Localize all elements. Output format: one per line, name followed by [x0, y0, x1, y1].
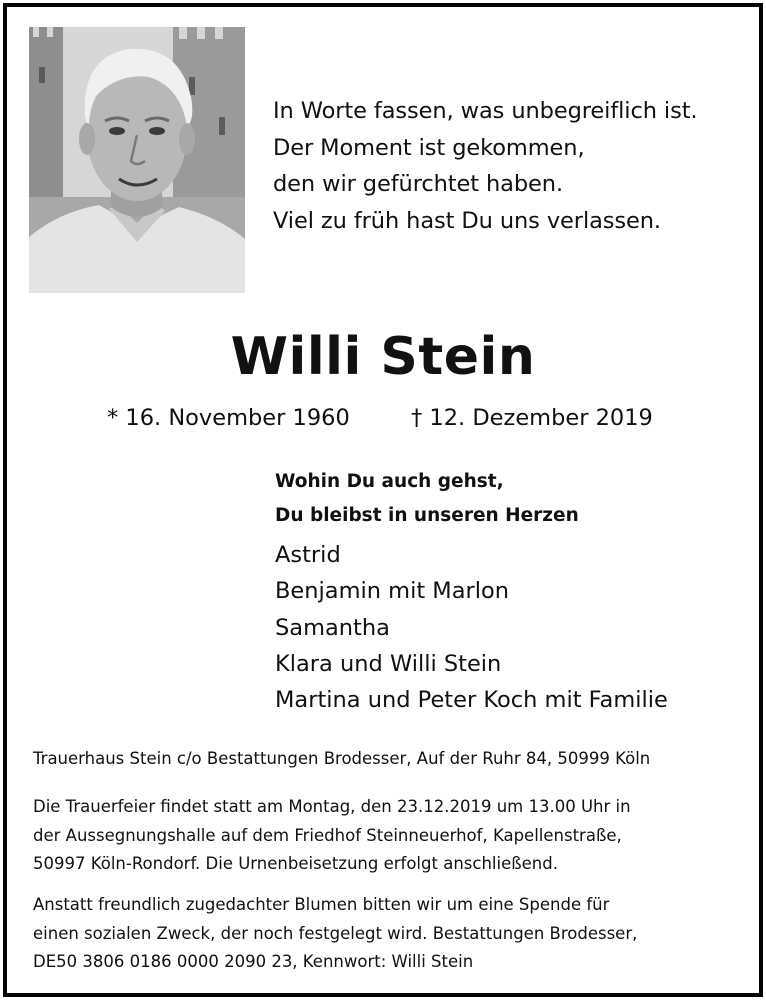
- mourner-name: Klara und Willi Stein: [275, 650, 502, 677]
- mourner-name: Astrid: [275, 542, 341, 568]
- deceased-name: Willi Stein: [230, 327, 536, 387]
- donation-line: Anstatt freundlich zugedachter Blumen bitten wir um eine Spende für: [33, 895, 610, 914]
- poem-line: Viel zu früh hast Du uns verlassen.: [273, 207, 661, 234]
- poem-line: Der Moment ist gekommen,: [273, 134, 585, 161]
- donation-line: DE50 3806 0186 0000 2090 23, Kennwort: Willi Stein: [33, 952, 474, 971]
- portrait-photo: [29, 27, 245, 293]
- ceremony-line: 50997 Köln-Rondorf. Die Urnenbeisetzung erfolgt anschließend.: [33, 854, 558, 873]
- obituary-notice: [3, 3, 763, 997]
- poem: [273, 93, 697, 239]
- mourners-list: [275, 537, 668, 718]
- birth-date: * 16. November 1960: [107, 405, 350, 431]
- ceremony-line: der Aussegnungshalle auf dem Friedhof Steinneuerhof, Kapellenstraße,: [33, 825, 622, 845]
- mourning-house-address: Trauerhaus Stein c/o Bestattungen Brodesser, Auf der Ruhr 84, 50999 Köln: [33, 749, 651, 768]
- donation-line: einen sozialen Zweck, der noch festgelegt wird. Bestattungen Brodesser,: [33, 923, 638, 943]
- mourner-name: Martina und Peter Koch mit Familie: [275, 687, 668, 714]
- motto-line: Wohin Du auch gehst,: [275, 471, 504, 492]
- motto-line: Du bleibst in unseren Herzen: [275, 505, 579, 526]
- mourner-name: Samantha: [275, 614, 390, 641]
- motto: [275, 465, 579, 533]
- death-date: † 12. Dezember 2019: [411, 405, 653, 431]
- ceremony-line: Die Trauerfeier findet statt am Montag, den 23.12.2019 um 13.00 Uhr in: [33, 797, 631, 816]
- donation-info: [33, 891, 637, 977]
- mourner-name: Benjamin mit Marlon: [275, 578, 510, 605]
- poem-line: In Worte fassen, was unbegreiflich ist.: [273, 98, 698, 124]
- ceremony-info: [33, 793, 631, 879]
- poem-line: den wir gefürchtet haben.: [273, 171, 564, 197]
